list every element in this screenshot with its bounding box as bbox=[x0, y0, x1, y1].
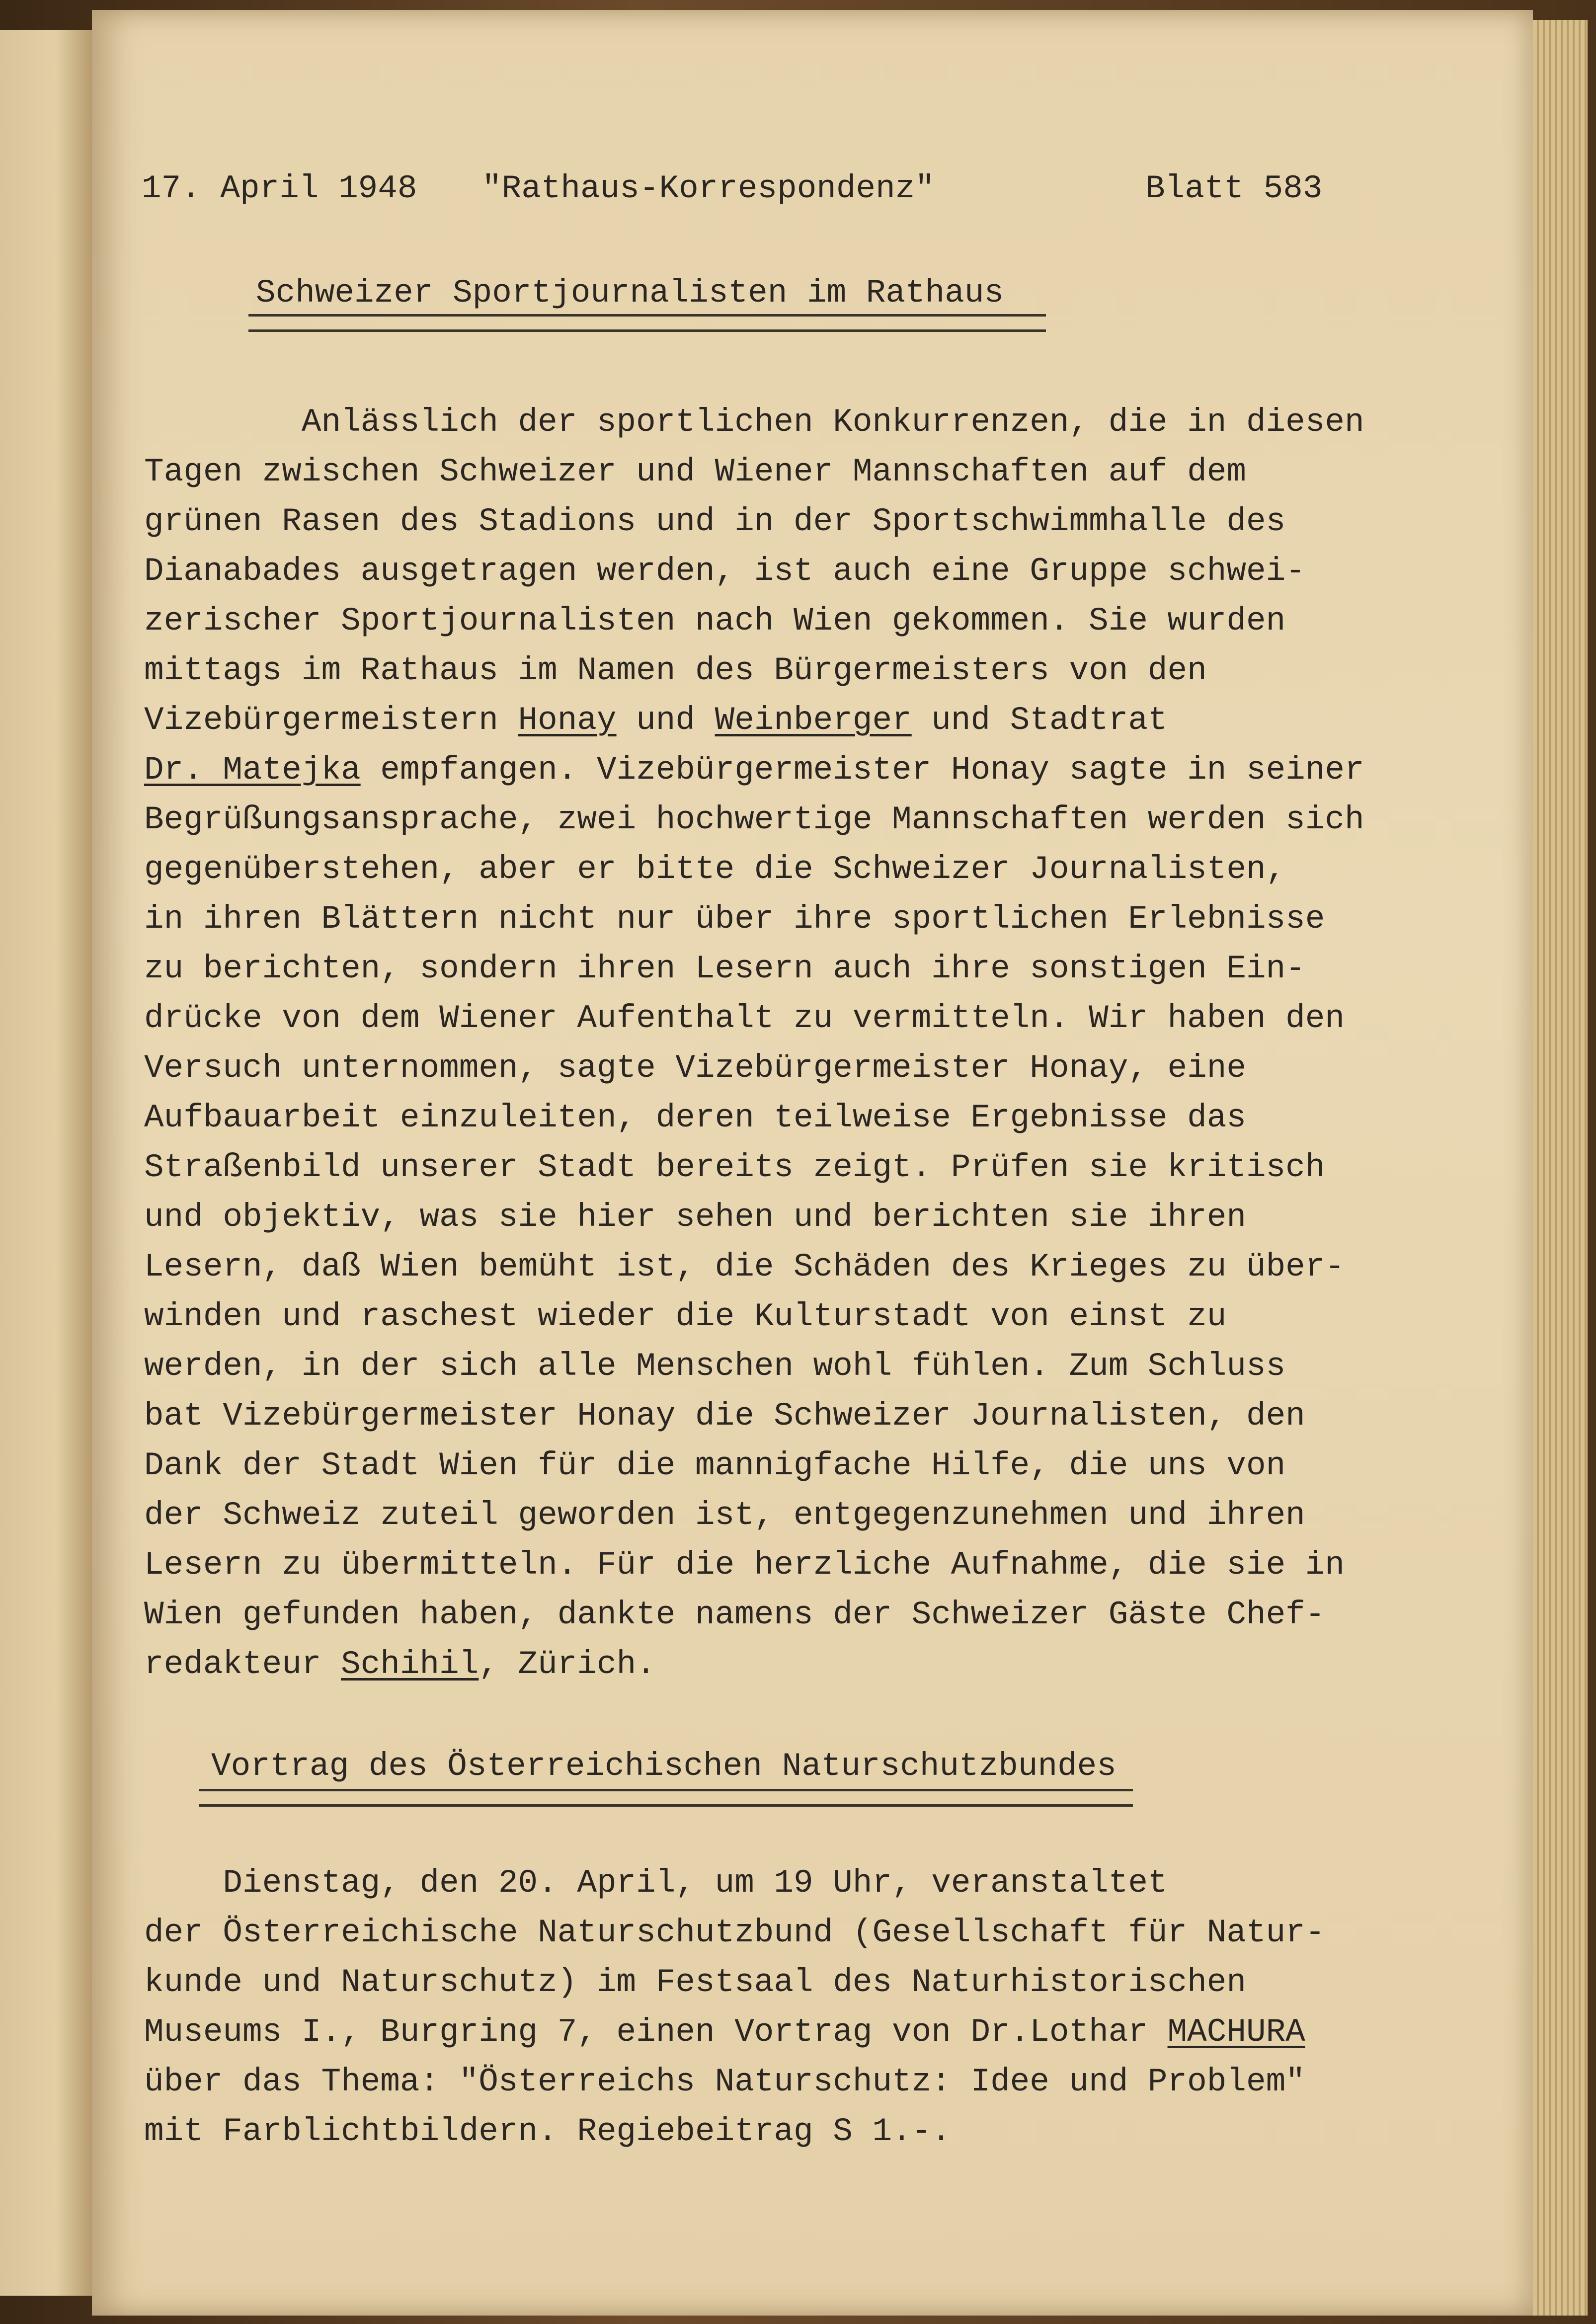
article1-title: Schweizer Sportjournalisten im Rathaus bbox=[256, 274, 1004, 312]
article1-line: Aufbauarbeit einzuleiten, deren teilweise Ergebnisse das bbox=[144, 1099, 1246, 1136]
article1-line: Tagen zwischen Schweizer und Wiener Mannschaften auf dem bbox=[144, 453, 1246, 490]
article1-line: drücke von dem Wiener Aufenthalt zu vermitteln. Wir haben den bbox=[144, 1000, 1345, 1037]
article1-line: mittags im Rathaus im Namen des Bürgermeisters von den bbox=[144, 652, 1207, 689]
stacked-page-edges bbox=[1533, 20, 1588, 2316]
article1-line: Dr. Matejka empfangen. Vizebürgermeister Honay sagte in seiner bbox=[144, 751, 1364, 789]
name-weinberger: Weinberger bbox=[715, 702, 912, 739]
name-schihil: Schihil bbox=[341, 1646, 479, 1683]
article2-line: über das Thema: "Österreichs Naturschutz: Idee und Problem" bbox=[144, 2063, 1305, 2100]
article1-line: der Schweiz zuteil geworden ist, entgegenzunehmen und ihren bbox=[144, 1497, 1305, 1534]
article1-line: grünen Rasen des Stadions und in der Sportschwimmhalle des bbox=[144, 503, 1286, 540]
header-date: 17. April 1948 bbox=[142, 170, 417, 207]
article2-title-double-rule bbox=[199, 1789, 1133, 1807]
article1-line: und objektiv, was sie hier sehen und berichten sie ihren bbox=[144, 1199, 1246, 1236]
article1-line: Straßenbild unserer Stadt bereits zeigt. Prüfen sie kritisch bbox=[144, 1149, 1325, 1186]
name-machura: MACHURA bbox=[1167, 2013, 1305, 2051]
article1-line: Lesern zu übermitteln. Für die herzliche Aufnahme, die sie in bbox=[144, 1546, 1345, 1584]
header-sheet-number: Blatt 583 bbox=[1145, 170, 1323, 207]
article1-line: Vizebürgermeistern Honay und Weinberger und Stadtrat bbox=[144, 702, 1168, 739]
article1-line: gegenüberstehen, aber er bitte die Schweizer Journalisten, bbox=[144, 851, 1286, 888]
article1-line: Begrüßungsansprache, zwei hochwertige Mannschaften werden sich bbox=[144, 801, 1364, 838]
article1-line: zerischer Sportjournalisten nach Wien gekommen. Sie wurden bbox=[144, 602, 1286, 640]
article1-line: Dank der Stadt Wien für die mannigfache Hilfe, die uns von bbox=[144, 1447, 1286, 1484]
name-matejka: Dr. Matejka bbox=[144, 751, 361, 789]
article2-line: kunde und Naturschutz) im Festsaal des Naturhistorischen bbox=[144, 1964, 1246, 2001]
article2-line: Dienstag, den 20. April, um 19 Uhr, veranstaltet bbox=[144, 1864, 1168, 1902]
facing-page-edge bbox=[0, 30, 95, 2296]
article1-line: werden, in der sich alle Menschen wohl fühlen. Zum Schluss bbox=[144, 1348, 1286, 1385]
article2-line: mit Farblichtbildern. Regiebeitrag S 1.-. bbox=[144, 2113, 951, 2150]
article1-line: winden und raschest wieder die Kulturstadt von einst zu bbox=[144, 1298, 1227, 1335]
article1-line: Wien gefunden haben, dankte namens der Schweizer Gäste Chef- bbox=[144, 1596, 1325, 1633]
header-source: "Rathaus-Korrespondenz" bbox=[482, 170, 935, 207]
article1-line: Lesern, daß Wien bemüht ist, die Schäden des Krieges zu über- bbox=[144, 1248, 1345, 1285]
article1-line: Dianabades ausgetragen werden, ist auch eine Gruppe schwei- bbox=[144, 553, 1305, 590]
article1-line: redakteur Schihil, Zürich. bbox=[144, 1646, 656, 1683]
article1-line: bat Vizebürgermeister Honay die Schweizer Journalisten, den bbox=[144, 1397, 1305, 1435]
article1-line: Anlässlich der sportlichen Konkurrenzen, die in diesen bbox=[144, 403, 1364, 441]
article2-title: Vortrag des Österreichischen Naturschutzbundes bbox=[211, 1748, 1117, 1785]
article1-title-double-rule bbox=[248, 314, 1046, 332]
article1-line: Versuch unternommen, sagte Vizebürgermeister Honay, eine bbox=[144, 1049, 1246, 1087]
article2-line: Museums I., Burgring 7, einen Vortrag von Dr.Lothar MACHURA bbox=[144, 2013, 1305, 2051]
article1-line: in ihren Blättern nicht nur über ihre sportlichen Erlebnisse bbox=[144, 900, 1325, 938]
article2-line: der Österreichische Naturschutzbund (Gesellschaft für Natur- bbox=[144, 1914, 1325, 1951]
article1-line: zu berichten, sondern ihren Lesern auch ihre sonstigen Ein- bbox=[144, 950, 1305, 987]
name-honay: Honay bbox=[518, 702, 617, 739]
